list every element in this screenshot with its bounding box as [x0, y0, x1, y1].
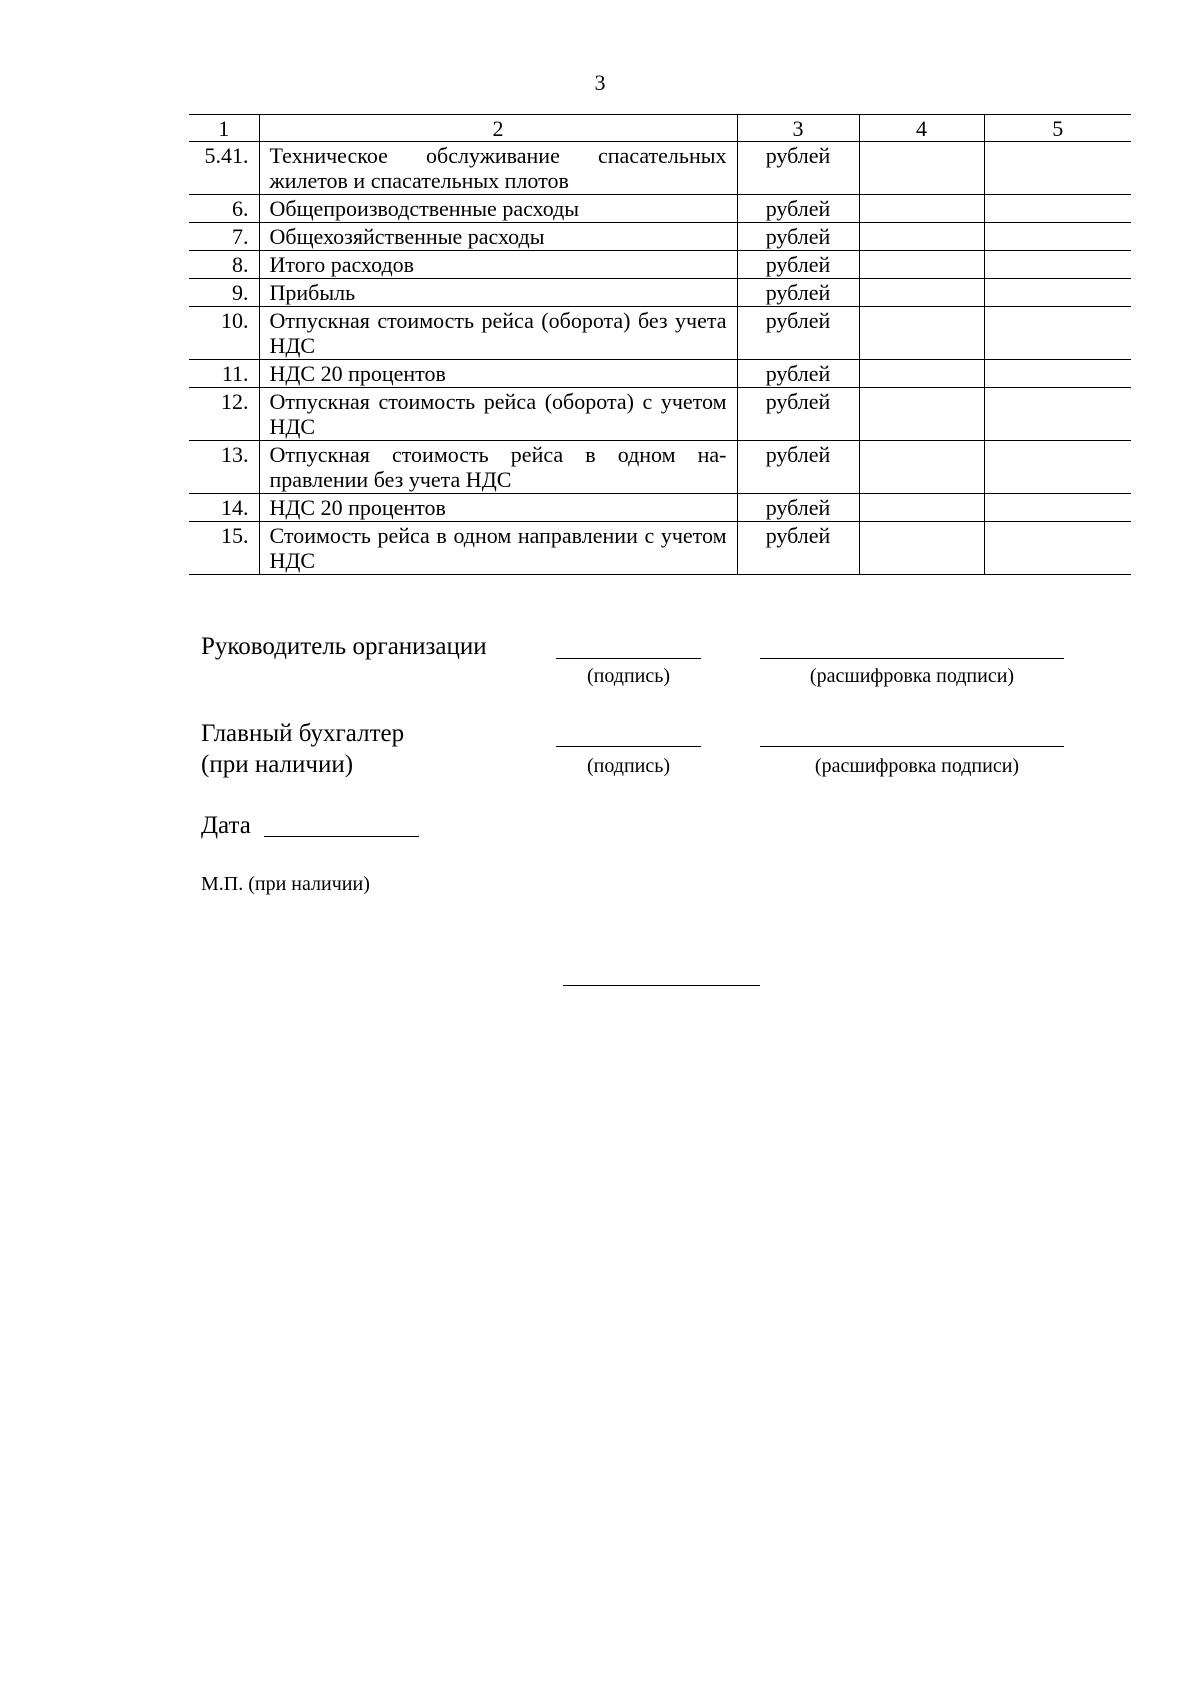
row-number-cell: 11.	[189, 360, 259, 388]
cost-table	[189, 114, 1131, 575]
header-cell: 5	[984, 115, 1131, 142]
accountant-signature-caption: (подпись)	[586, 755, 671, 777]
row-value-cell	[984, 307, 1131, 360]
accountant-signature-line	[556, 746, 701, 747]
row-unit-cell: рублей	[737, 441, 859, 494]
row-value-cell	[859, 223, 984, 251]
row-value-cell	[984, 195, 1131, 223]
row-name-cell: Прибыль	[259, 279, 737, 307]
table-row	[189, 223, 1131, 251]
header-cell: 1	[189, 115, 259, 142]
row-unit-cell: рублей	[737, 307, 859, 360]
chief-accountant-label: Главный бухгалтер	[201, 720, 405, 747]
date-label: Дата	[201, 812, 251, 839]
row-name-cell: Общепроизводственные расходы	[259, 195, 737, 223]
table-row	[189, 307, 1131, 360]
table-row	[189, 142, 1131, 195]
row-number-cell: 12.	[189, 388, 259, 441]
row-number-cell: 8.	[189, 251, 259, 279]
row-value-cell	[859, 388, 984, 441]
row-value-cell	[984, 388, 1131, 441]
head-decode-caption: (расшифровка подписи)	[809, 665, 1015, 687]
row-name-cell: Отпускная стоимость рейса (оборота) без учета НДС	[259, 307, 737, 360]
chief-accountant-note: (при наличии)	[201, 751, 354, 778]
row-number-cell: 14.	[189, 494, 259, 522]
row-value-cell	[984, 522, 1131, 575]
row-unit-cell: рублей	[737, 279, 859, 307]
table-row	[189, 279, 1131, 307]
row-value-cell	[984, 251, 1131, 279]
row-value-cell	[984, 223, 1131, 251]
row-value-cell	[859, 279, 984, 307]
row-value-cell	[984, 494, 1131, 522]
row-name-cell: Общехозяйственные расходы	[259, 223, 737, 251]
table-header-row	[189, 115, 1131, 142]
row-unit-cell: рублей	[737, 195, 859, 223]
row-unit-cell: рублей	[737, 522, 859, 575]
end-separator-line	[563, 985, 760, 986]
row-value-cell	[984, 441, 1131, 494]
table-row	[189, 388, 1131, 441]
row-name-cell: НДС 20 процентов	[259, 360, 737, 388]
row-value-cell	[859, 142, 984, 195]
row-unit-cell: рублей	[737, 388, 859, 441]
row-name-cell: НДС 20 процентов	[259, 494, 737, 522]
row-value-cell	[859, 195, 984, 223]
row-number-cell: 15.	[189, 522, 259, 575]
head-of-organization-label: Руководитель организации	[201, 633, 487, 660]
head-signature-caption: (подпись)	[586, 665, 671, 687]
row-value-cell	[859, 307, 984, 360]
row-unit-cell: рублей	[737, 251, 859, 279]
row-number-cell: 9.	[189, 279, 259, 307]
row-value-cell	[859, 360, 984, 388]
header-cell: 3	[737, 115, 859, 142]
table-row	[189, 251, 1131, 279]
row-value-cell	[859, 522, 984, 575]
row-number-cell: 6.	[189, 195, 259, 223]
row-name-cell: Стоимость рейса в одном направлении с учетом НДС	[259, 522, 737, 575]
row-unit-cell: рублей	[737, 142, 859, 195]
accountant-decode-caption: (расшифровка подписи)	[814, 755, 1020, 777]
row-value-cell	[984, 279, 1131, 307]
row-number-cell: 10.	[189, 307, 259, 360]
header-cell: 4	[859, 115, 984, 142]
table-row	[189, 441, 1131, 494]
table-row	[189, 195, 1131, 223]
head-signature-line	[556, 658, 701, 659]
date-line	[264, 836, 419, 837]
row-value-cell	[859, 494, 984, 522]
row-name-cell: Итого расходов	[259, 251, 737, 279]
row-number-cell: 7.	[189, 223, 259, 251]
table-row	[189, 494, 1131, 522]
row-unit-cell: рублей	[737, 360, 859, 388]
row-name-cell: Техническое обслуживание спасательных жилетов и спасательных плотов	[259, 142, 737, 195]
row-number-cell: 5.41.	[189, 142, 259, 195]
head-decode-line	[760, 658, 1064, 659]
table-row	[189, 360, 1131, 388]
table-row	[189, 522, 1131, 575]
row-unit-cell: рублей	[737, 223, 859, 251]
page-number: 3	[594, 70, 606, 95]
row-value-cell	[859, 251, 984, 279]
stamp-label: М.П. (при наличии)	[201, 873, 370, 895]
row-value-cell	[984, 360, 1131, 388]
row-unit-cell: рублей	[737, 494, 859, 522]
accountant-decode-line	[760, 746, 1064, 747]
header-cell: 2	[259, 115, 737, 142]
row-value-cell	[984, 142, 1131, 195]
row-number-cell: 13.	[189, 441, 259, 494]
row-name-cell: Отпускная стоимость рейса в одном на-правлении без учета НДС	[259, 441, 737, 494]
row-name-cell: Отпускная стоимость рейса (оборота) с учетом НДС	[259, 388, 737, 441]
row-value-cell	[859, 441, 984, 494]
